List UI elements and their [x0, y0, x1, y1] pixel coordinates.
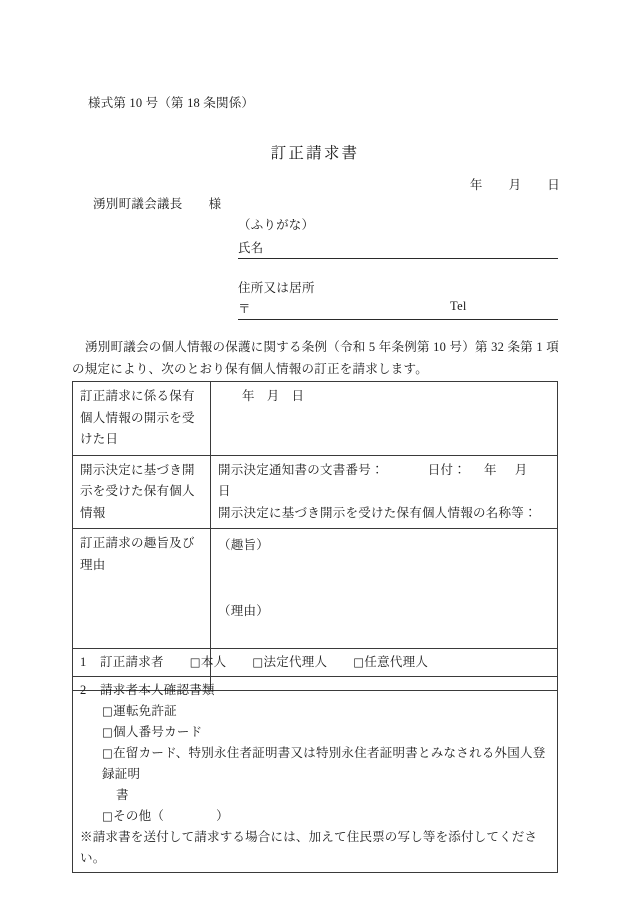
requester-option-voluntary-agent[interactable]: 任意代理人 [364, 655, 429, 669]
table-row [73, 677, 558, 873]
requester-option-self[interactable]: 本人 [200, 655, 227, 669]
row-label-disclosure-date: 訂正請求に係る保有個人情報の開示を受けた日 [73, 382, 211, 456]
identity-option-other-label: その他（ [113, 809, 165, 823]
identity-option-residence-card[interactable] [80, 743, 551, 785]
checkbox-icon[interactable]: □ [189, 655, 201, 669]
table-row [73, 382, 558, 456]
applicant-name-field[interactable] [238, 238, 558, 259]
notice-document-number-label: 開示決定通知書の文書番号： [218, 462, 384, 477]
identity-option-residence-card-continuation: 書 [116, 788, 129, 802]
notice-date-label: 日付： [427, 462, 467, 477]
checkbox-icon[interactable]: □ [353, 655, 365, 669]
furigana-label: （ふりがな） [238, 218, 315, 232]
applicant-address-label: 住所又は居所 [238, 281, 315, 295]
identity-documents-heading [80, 680, 551, 701]
checkbox-icon[interactable]: □ [252, 655, 264, 669]
addressee-honorific: 様 [208, 197, 222, 211]
identity-option-my-number-card[interactable] [80, 722, 551, 743]
purpose-subheading: （趣旨） [218, 538, 270, 552]
reason-subheading: （理由） [218, 603, 270, 618]
checkbox-icon[interactable]: □ [102, 809, 114, 823]
date-month-label: 月 [508, 178, 522, 192]
table-row [73, 455, 558, 529]
postal-code-symbol: 〒 [238, 302, 251, 316]
row-label-disclosed-info: 開示決定に基づき開示を受けた保有個人情報 [73, 455, 211, 529]
addressee [93, 194, 221, 212]
submission-date-line [0, 175, 560, 193]
notice-month-label: 月 [514, 462, 528, 477]
identity-verification-table [72, 648, 558, 873]
table-row [73, 649, 558, 677]
item-number-1: 1 [80, 655, 87, 669]
row-value-disclosure-date[interactable] [211, 382, 558, 456]
identity-option-drivers-license-label: 運転免許証 [113, 704, 177, 718]
request-details-table [72, 381, 558, 691]
applicant-address-field[interactable] [238, 299, 558, 320]
identity-option-drivers-license[interactable] [80, 701, 551, 722]
notice-day-label: 日 [218, 484, 231, 498]
identity-option-my-number-card-label: 個人番号カード [113, 725, 203, 739]
item-number-2: 2 [80, 683, 87, 697]
row-value-disclosed-info[interactable] [211, 455, 558, 529]
notice-year-label: 年 [484, 462, 497, 477]
checkbox-icon[interactable]: □ [102, 746, 114, 760]
telephone-label: Tel [450, 299, 467, 313]
checkbox-icon[interactable]: □ [102, 725, 114, 739]
body-paragraph: 湧別町議会の個人情報の保護に関する条例（令和 5 年条例第 10 号）第 32 条第 1 項の規定により、次のとおり保有個人情報の訂正を請求します。 [72, 340, 560, 376]
disclosure-day-label: 日 [291, 389, 305, 403]
disclosure-month-label: 月 [266, 389, 280, 403]
identity-documents-cell [73, 677, 558, 873]
addressee-name: 湧別町議会議長 [93, 197, 183, 211]
applicant-name-label: 氏名 [238, 241, 264, 255]
identity-documents-label: 請求者本人確認書類 [100, 683, 215, 697]
form-number-label: 様式第 10 号（第 18 条関係） [88, 96, 255, 110]
identity-option-other-close-paren: ） [216, 809, 229, 823]
disclosed-info-name-line: 開示決定に基づき開示を受けた保有個人情報の名称等： [218, 505, 537, 520]
submission-note: ※請求書を送付して請求する場合には、加えて住民票の写し等を添付してください。 [80, 830, 538, 865]
date-day-label: 日 [547, 178, 560, 192]
page-title: 訂正請求書 [270, 145, 360, 162]
date-year-label: 年 [469, 178, 483, 192]
requester-type-label: 訂正請求者 [100, 655, 164, 669]
checkbox-icon[interactable]: □ [102, 704, 114, 718]
requester-type-cell [73, 649, 558, 677]
requester-option-statutory-agent[interactable]: 法定代理人 [263, 655, 328, 669]
row-label-purpose-and-reason: 訂正請求の趣旨及び理由 [73, 529, 211, 691]
identity-option-residence-card-label: 在留カード、特別永住者証明書又は特別永住者証明書とみなされる外国人登録証明 [102, 746, 546, 781]
disclosure-year-label: 年 [242, 389, 255, 403]
notice-document-number-line [218, 460, 551, 503]
identity-option-other[interactable] [80, 806, 551, 827]
